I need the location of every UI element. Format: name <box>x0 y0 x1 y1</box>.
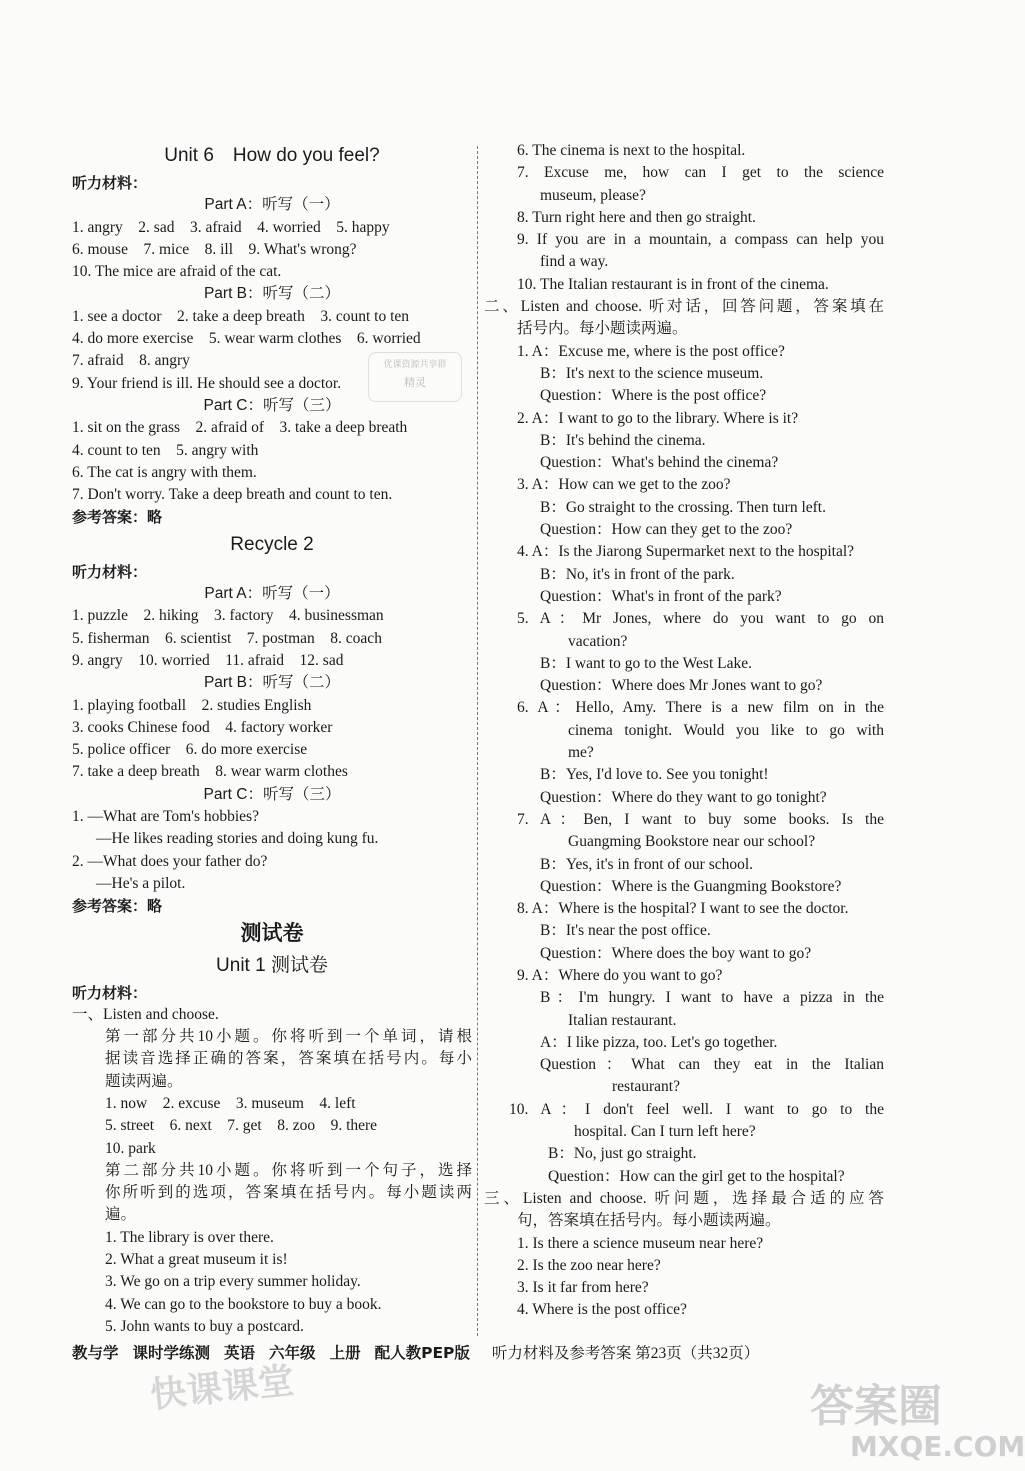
right-line: B：Yes, I'd love to. See you tonight! <box>540 766 769 784</box>
left-line: 听力材料： <box>72 983 148 1002</box>
left-column <box>72 140 472 1338</box>
left-line: 1. angry 2. sad 3. afraid 4. worried 5. happy <box>72 218 390 236</box>
left-line: 第一部分共10小题。你将听到一个单词，请根 <box>105 1028 472 1046</box>
right-line: restaurant? <box>612 1078 680 1096</box>
left-line: 1. —What are Tom's hobbies? <box>72 808 259 826</box>
left-line: 10. The mice are afraid of the cat. <box>72 263 282 281</box>
right-line: Question：Where is the post office? <box>540 387 767 405</box>
right-line: A：I like pizza, too. Let's go together. <box>540 1033 778 1051</box>
left-line: 4. We can go to the bookstore to buy a book. <box>105 1295 382 1313</box>
left-line: Part A：听写（一） <box>204 196 340 214</box>
footer-grade: 六年级 <box>269 1344 316 1362</box>
left-line: 1. puzzle 2. hiking 3. factory 4. businessman <box>72 607 384 625</box>
right-line: 括号内。每小题读两遍。 <box>517 320 688 338</box>
right-line: B：No, it's in front of the park. <box>540 565 735 583</box>
right-line: B：I'm hungry. I want to have a pizza in the <box>540 989 884 1007</box>
left-line: Part A：听写（一） <box>204 585 340 603</box>
right-line: B：I want to go to the West Lake. <box>540 654 752 672</box>
right-line: museum, please? <box>540 186 646 204</box>
right-line: B：Yes, it's in front of our school. <box>540 855 754 873</box>
right-line: Question：Where does the boy want to go? <box>540 944 812 962</box>
left-line: 5. street 6. next 7. get 8. zoo 9. there <box>105 1117 378 1135</box>
right-line: 三、Listen and choose. 听问题，选择最合适的应答 <box>484 1189 884 1207</box>
footer-subject: 英语 <box>224 1344 256 1362</box>
left-line: 2. —What does your father do? <box>72 852 268 870</box>
left-line: 3. cooks Chinese food 4. factory worker <box>72 718 333 736</box>
left-line: 1. The library is over there. <box>105 1228 274 1246</box>
right-line: 7. A：Ben, I want to buy some books. Is the <box>517 810 884 828</box>
right-line: 二、Listen and choose. 听对话，回答问题，答案填在 <box>484 298 884 316</box>
left-line: Part B：听写（二） <box>203 285 341 303</box>
left-line: 测试卷 <box>240 921 304 945</box>
right-line: B：Go straight to the crossing. Then turn left. <box>540 498 826 516</box>
right-line: 4. Where is the post office? <box>517 1301 687 1319</box>
right-line: 2. Is the zoo near here? <box>517 1256 661 1274</box>
right-line: 3. Is it far from here? <box>517 1279 649 1297</box>
left-line: 1. now 2. excuse 3. museum 4. left <box>105 1094 356 1112</box>
left-line: 7. afraid 8. angry <box>72 352 190 370</box>
footer-brand: 教与学 <box>72 1344 119 1362</box>
right-line: Question：What can they eat in the Italian <box>540 1056 884 1074</box>
left-line: 参考答案：略 <box>72 897 163 916</box>
right-line: 8. A：Where is the hospital? I want to see the doctor. <box>517 900 849 918</box>
right-line: 6. The cinema is next to the hospital. <box>517 142 746 159</box>
left-line: 2. What a great museum it is! <box>105 1251 288 1269</box>
right-line: 2. A：I want to go to the library. Where is it? <box>517 409 799 427</box>
left-line: 10. park <box>105 1139 156 1157</box>
right-line: Italian restaurant. <box>568 1011 677 1029</box>
right-line: 1. A：Excuse me, where is the post office? <box>517 342 785 360</box>
right-line: find a way. <box>540 253 609 271</box>
right-line: 8. Turn right here and then go straight. <box>517 208 756 226</box>
right-line: 3. A：How can we get to the zoo? <box>517 476 731 494</box>
stamp-line1: 优课资源共享群 <box>383 359 447 369</box>
left-line: 你所听到的选项，答案填在括号内。每小题读两 <box>105 1184 472 1202</box>
left-line: —He's a pilot. <box>96 874 186 892</box>
left-line: 1. sit on the grass 2. afraid of 3. take a deep breath <box>72 419 408 437</box>
left-line: Part C：听写（三） <box>203 396 341 414</box>
right-line: Question：How can they get to the zoo? <box>540 521 793 539</box>
footer-edition: 配人教PEP版 <box>374 1344 470 1362</box>
right-line: 9. If you are in a mountain, a compass can help you <box>517 231 884 249</box>
right-line: 7. Excuse me, how can I get to the science <box>517 164 884 182</box>
watermark-url: MXQE.COM <box>850 1430 1025 1463</box>
left-line: 听力材料： <box>72 174 148 192</box>
left-line: 听力材料： <box>72 562 148 581</box>
right-line: B：It's near the post office. <box>540 922 711 940</box>
watermark-left: 快课课堂 <box>148 1360 297 1417</box>
left-line: 一、Listen and choose. <box>72 1005 219 1023</box>
left-line: 3. We go on a trip every summer holiday. <box>105 1273 361 1291</box>
right-line: B：No, just go straight. <box>548 1145 697 1163</box>
watermark-logo: 答案圈 <box>810 1381 942 1432</box>
left-line: Unit 1 测试卷 <box>216 954 328 976</box>
left-line: 7. Don't worry. Take a deep breath and count to ten. <box>72 486 393 504</box>
right-column <box>484 140 884 1322</box>
right-line: 6. A：Hello, Amy. There is a new film on in the <box>517 699 884 717</box>
left-line: 参考答案：略 <box>72 508 163 527</box>
stamp-image <box>368 352 462 402</box>
left-line: Part B：听写（二） <box>203 674 341 692</box>
left-line: Unit 6 How do you feel? <box>164 145 380 166</box>
left-line: —He likes reading stories and doing kung fu. <box>96 830 379 848</box>
right-line: vacation? <box>568 632 628 650</box>
footer-page-info: 听力材料及参考答案 第23页（共32页） <box>491 1345 760 1362</box>
right-line: 5. A：Mr Jones, where do you want to go on <box>517 610 884 628</box>
right-line: Question：Where does Mr Jones want to go? <box>540 677 823 695</box>
right-line: 10. The Italian restaurant is in front of the cinema. <box>517 275 829 293</box>
right-line: Question：Where do they want to go tonight? <box>540 788 827 806</box>
left-line: 6. The cat is angry with them. <box>72 463 257 481</box>
right-line: Question：How can the girl get to the hospital? <box>548 1167 845 1185</box>
left-line: 6. mouse 7. mice 8. ill 9. What's wrong? <box>72 240 357 258</box>
right-line: cinema tonight. Would you like to go with <box>568 721 884 739</box>
right-line: me? <box>568 744 594 762</box>
right-line: 4. A：Is the Jiarong Supermarket next to the hospital? <box>517 543 855 561</box>
left-line: 9. Your friend is ill. He should see a doctor. <box>72 374 342 392</box>
left-line: 第二部分共10小题。你将听到一个句子，选择 <box>105 1161 472 1179</box>
right-line: Question：What's in front of the park? <box>540 587 782 605</box>
right-line: 1. Is there a science museum near here? <box>517 1234 764 1252</box>
left-line: Recycle 2 <box>230 533 314 555</box>
left-line: 4. count to ten 5. angry with <box>72 441 259 459</box>
right-line: Guangming Bookstore near our school? <box>568 833 816 851</box>
stamp-line2: 精灵 <box>404 377 426 389</box>
left-line: 据读音选择正确的答案，答案填在括号内。每小 <box>105 1050 472 1068</box>
left-line: 5. fisherman 6. scientist 7. postman 8. coach <box>72 629 382 647</box>
left-line: 5. police officer 6. do more exercise <box>72 741 308 759</box>
left-line: Part C：听写（三） <box>203 785 341 803</box>
right-line: 10. A：I don't feel well. I want to go to the <box>509 1100 884 1118</box>
right-line: Question：What's behind the cinema? <box>540 454 779 472</box>
right-line: Question：Where is the Guangming Bookstore? <box>540 877 842 895</box>
column-divider <box>477 146 478 1336</box>
footer-series: 课时学练测 <box>132 1344 211 1362</box>
left-line: 1. playing football 2. studies English <box>72 696 312 714</box>
right-line: B：It's behind the cinema. <box>540 431 706 449</box>
left-line: 遍。 <box>105 1206 137 1224</box>
left-line: 7. take a deep breath 8. wear warm clothes <box>72 763 348 781</box>
right-line: B：It's next to the science museum. <box>540 364 764 382</box>
footer-volume: 上册 <box>329 1344 361 1362</box>
left-line: 9. angry 10. worried 11. afraid 12. sad <box>72 651 344 669</box>
left-line: 4. do more exercise 5. wear warm clothes 6. worried <box>72 330 421 348</box>
right-line: 9. A：Where do you want to go? <box>517 966 723 984</box>
left-line: 题读两遍。 <box>105 1072 183 1090</box>
left-line: 5. John wants to buy a postcard. <box>105 1317 304 1335</box>
right-line: 句，答案填在括号内。每小题读两遍。 <box>517 1212 781 1230</box>
right-line: hospital. Can I turn left here? <box>574 1123 756 1141</box>
left-line: 1. see a doctor 2. take a deep breath 3. count to ten <box>72 307 410 325</box>
